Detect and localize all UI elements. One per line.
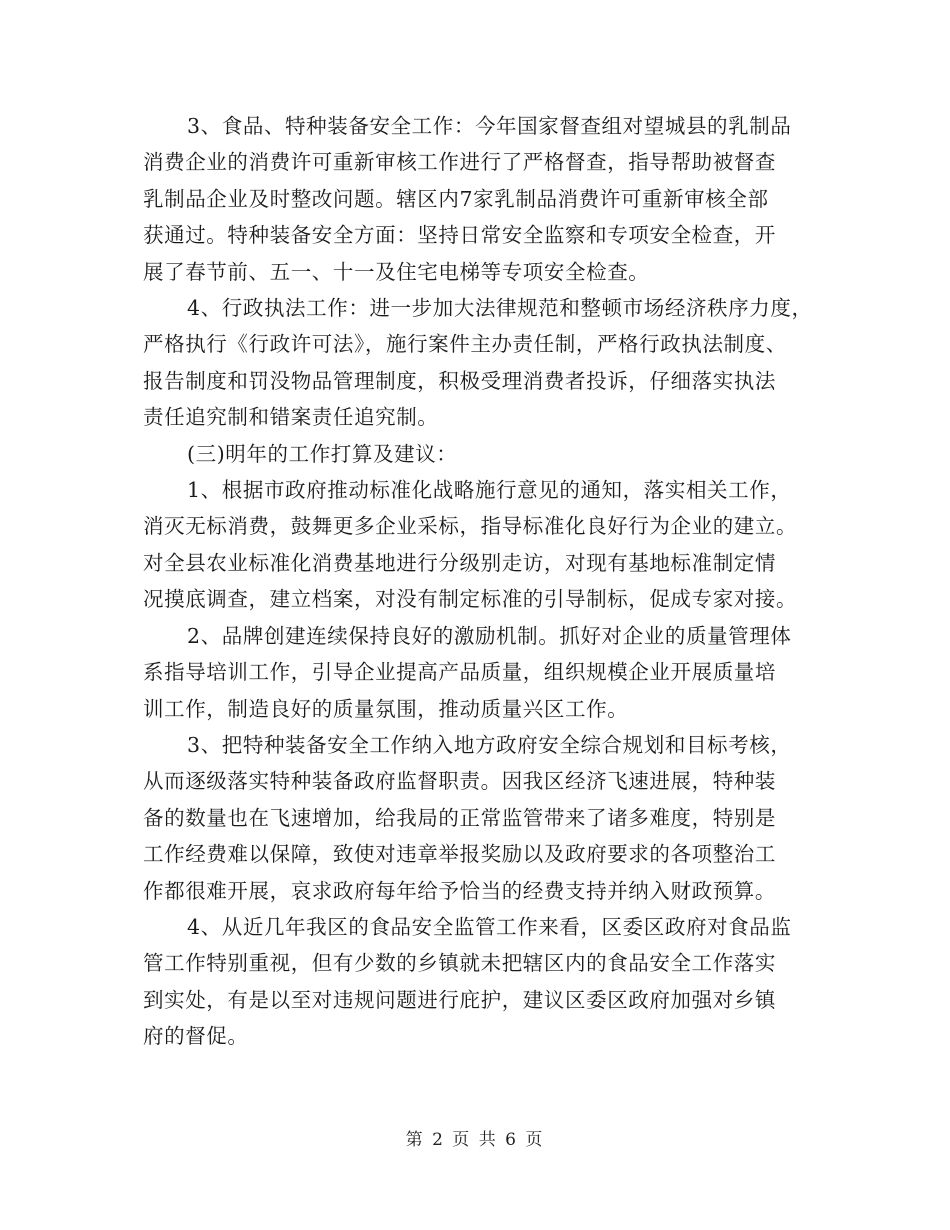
text-line: 况摸底调查，建立档案，对没有制定标准的引导制标，促成专家对接。: [143, 587, 798, 612]
text-line: 到实处，有是以至对违规问题进行庇护，建议区委区政府加强对乡镇: [143, 987, 776, 1012]
text-line: 训工作，制造良好的质量氛围，推动质量兴区工作。: [143, 696, 629, 721]
text-line: 责任追究制和错案责任追究制。: [143, 405, 439, 430]
paragraph-administrative-enforcement: [143, 290, 823, 436]
text-line: 府的督促。: [143, 1024, 249, 1049]
paragraph-food-equipment-safety: [143, 108, 823, 290]
section-heading: (三)明年的工作打算及建议：: [187, 441, 458, 466]
text-line: 消灭无标消费，鼓舞更多企业采标，指导标准化良好行为企业的建立。: [143, 514, 798, 539]
paragraph-food-supervision: [143, 909, 823, 1055]
text-line: 报告制度和罚没物品管理制度，积极受理消费者投诉，仔细落实执法: [143, 368, 776, 393]
text-line: 工作经费难以保障，致使对违章举报奖励以及政府要求的各项整治工: [143, 842, 776, 867]
section-heading-next-year-plan: [143, 436, 823, 472]
text-line: 消费企业的消费许可重新审核工作进行了严格督查，指导帮助被督查: [143, 150, 776, 175]
document-body: [143, 108, 823, 1055]
text-line: 系指导培训工作，引导企业提高产品质量，组织规模企业开展质量培: [143, 660, 776, 685]
paragraph-special-equipment: [143, 727, 823, 909]
text-line: 2、品牌创建连续保持良好的激励机制。抓好对企业的质量管理体: [187, 623, 792, 648]
paragraph-standardization: [143, 472, 823, 618]
text-line: 1、根据市政府推动标准化战略施行意见的通知，落实相关工作，: [187, 478, 792, 503]
text-line: 4、从近几年我区的食品安全监管工作来看，区委区政府对食品监: [187, 914, 792, 939]
text-line: 3、食品、特种装备安全工作：今年国家督查组对望城县的乳制品: [187, 114, 792, 138]
paragraph-brand-building: [143, 618, 823, 727]
text-line: 乳制品企业及时整改问题。辖区内7家乳制品消费许可重新审核全部: [143, 186, 769, 211]
text-line: 对全县农业标准化消费基地进行分级别走访，对现有基地标准制定情: [143, 550, 776, 575]
text-line: 严格执行《行政许可法》，施行案件主办责任制，严格行政执法制度、: [143, 332, 787, 357]
page-number-footer: 第 2 页 共 6 页: [405, 1130, 545, 1150]
text-line: 管工作特别重视，但有少数的乡镇就未把辖区内的食品安全工作落实: [143, 951, 776, 976]
text-line: 作都很难开展，哀求政府每年给予恰当的经费支持并纳入财政预算。: [143, 878, 776, 903]
text-line: 3、把特种装备安全工作纳入地方政府安全综合规划和目标考核，: [187, 732, 792, 757]
text-line: 从而逐级落实特种装备政府监督职责。因我区经济飞速进展，特种装: [143, 769, 776, 794]
text-line: 4、行政执法工作：进一步加大法律规范和整顿市场经济秩序力度，: [187, 296, 813, 321]
text-line: 展了春节前、五一、十一及住宅电梯等专项安全检查。: [143, 259, 650, 284]
text-line: 备的数量也在飞速增加，给我局的正常监管带来了诸多难度，特别是: [143, 805, 776, 830]
text-line: 获通过。特种装备安全方面：坚持日常安全监察和专项安全检查，开: [143, 223, 776, 248]
